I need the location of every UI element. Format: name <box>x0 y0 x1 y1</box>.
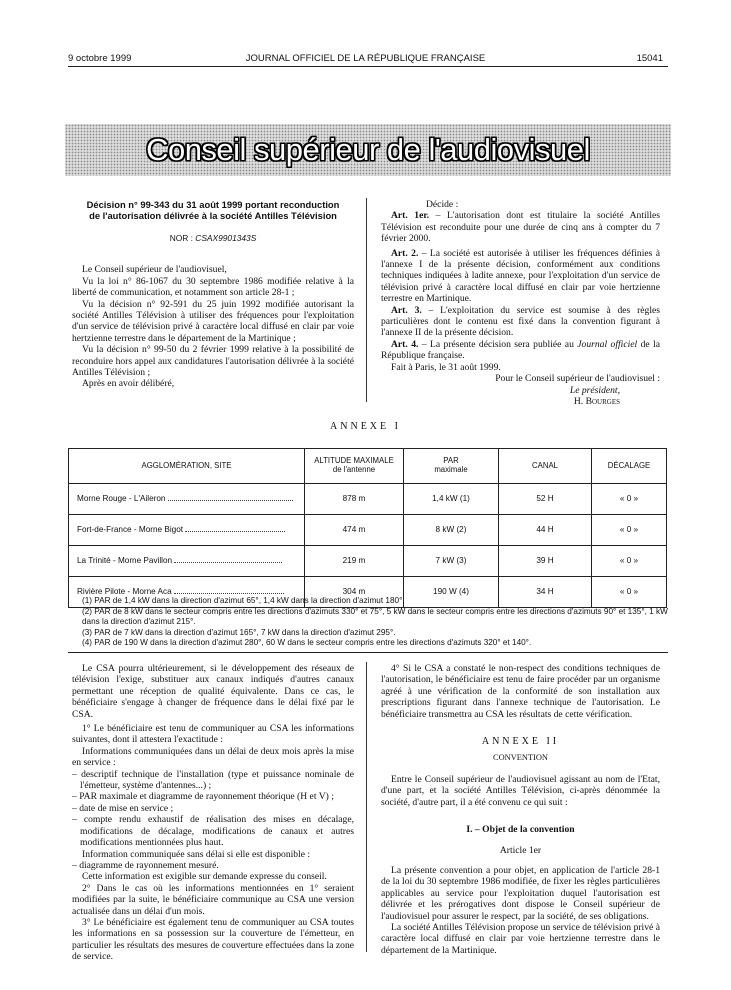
body-paragraph: 1° Le bénéficiaire est tenu de communiquer au CSA les informations suivantes, dont il attestera l'exactitude : <box>72 723 354 746</box>
par-cell: 190 W (4) <box>404 577 499 608</box>
article-paragraph <box>381 210 660 244</box>
body-paragraph: 3° Le bénéficiaire est également tenu de communiquer au CSA toutes les informations en sa possession sur la couverture de l'émetteur, en particulier les résultats des mesures de couverture effectuées dans la zone de service. <box>72 916 354 963</box>
info-list <box>72 860 354 871</box>
preamble-paragraph: Le Conseil supérieur de l'audiovisuel, <box>82 264 227 276</box>
table-row <box>69 515 667 546</box>
body-paragraph: Entre le Conseil supérieur de l'audiovisuel agissant au nom de l'Etat, d'une part, et la société Antilles Télévision, ci-après dénommée la société, d'autre part, il a été convenu ce qui suit : <box>381 773 660 808</box>
article-label: Art. 4. <box>391 338 419 350</box>
footnote: (4) PAR de 190 W dans la direction d'azimut 280°, 60 W dans le secteur compris entre les directions d'azimuts 320° et 140°. <box>82 638 532 648</box>
leader-dots <box>168 500 293 501</box>
decision-left-column <box>72 199 354 390</box>
col-header-altitude: ALTITUDE MAXIMALE de l'antenne <box>305 449 404 484</box>
body-paragraph: Information communiquée sans délai si elle est disponible : <box>82 848 311 860</box>
preamble-paragraph: Vu la décision n° 99-50 du 2 février 1999 relative à la possibilité de reconduire hors appel aux candidatures l'autorisation délivrée à la société Antilles Télévision ; <box>72 344 354 379</box>
body-paragraph: Le CSA pourra ultérieurement, si le développement des réseaux de télévision l'exige, substituer aux canaux indiqués d'autres canaux permettant une réception de qualité équivalente. Dans ce cas, le bénéficiaire s'engage à changer de fréquence dans le délai fixé par le CSA. <box>72 663 354 720</box>
for-csa-line: Pour le Conseil supérieur de l'audiovisuel : <box>495 373 660 385</box>
article-text: – L'autorisation dont est titulaire la société Antilles Télévision est reconduite pour une durée de cinq ans à compter du 7 février 2000. <box>381 210 660 245</box>
col-header-canal: CANAL <box>499 449 592 484</box>
article-paragraph <box>381 248 660 305</box>
article-label: Art. 2. <box>391 247 419 259</box>
list-item: – descriptif technique de l'installation (type et puissance nominale de l'émetteur, système d'antennes...) ; <box>72 768 354 792</box>
body-paragraph: 2° Dans le cas où les informations mentionnées en 1° seraient modifiées par la suite, le bénéficiaire communique au CSA une version actualisée dans un délai d'un mois. <box>72 882 354 917</box>
banner-title: Conseil supérieur de l'audiovisuel <box>146 132 590 167</box>
body-paragraph: Informations communiquées dans un délai de deux mois après la mise en service : <box>72 745 354 769</box>
preamble-paragraph: Vu la loi n° 86-1067 du 30 septembre 1986 modifiée relative à la liberté de communication, et notamment son article 28-1 ; <box>72 275 354 299</box>
header-journal-title: JOURNAL OFFICIEL DE LA RÉPUBLIQUE FRANÇAISE <box>245 53 486 64</box>
decalage-cell: « 0 » <box>592 484 667 515</box>
decalage-cell: « 0 » <box>592 546 667 577</box>
list-item: – diagramme de rayonnement mesuré. <box>72 859 219 871</box>
lower-right-column <box>381 663 660 956</box>
annex1-footnotes <box>82 596 672 649</box>
president-title: Le président, <box>569 384 620 396</box>
section-heading: I. – Objet de la convention <box>466 824 575 836</box>
convention-heading: CONVENTION <box>493 753 548 763</box>
altitude-cell: 878 m <box>305 484 404 515</box>
article-text: – L'exploitation du service est soumise à des règles particulières dont le contenu est fixé dans la convention figurant à l'annexe II de la présente décision. <box>381 304 660 339</box>
list-item: – date de mise en service ; <box>72 802 174 814</box>
header-rule <box>68 66 668 67</box>
nor-code: CSAX9901343S <box>195 233 257 243</box>
article-text: – La société est autorisée à utiliser les fréquences définies à l'annexe I de la présente décision, conformément aux conditions techniques indiquées à ladite annexe, pour l'exploitation d'un service de télévision privé à caractère local diffusé en clair par voie hertzienne terrestre en Martinique. <box>381 247 661 305</box>
site-name: Rivière Pilote - Morne Aca <box>77 587 172 597</box>
header-page-number: 15041 <box>636 53 663 64</box>
nor-label: NOR : <box>169 233 193 243</box>
leader-dots <box>185 531 285 532</box>
preamble-paragraph: Après en avoir délibéré, <box>82 378 175 390</box>
lower-left-column <box>72 663 354 963</box>
decision-title-line1: Décision n° 99-343 du 31 août 1999 portant reconduction <box>86 199 340 210</box>
altitude-cell: 219 m <box>305 546 404 577</box>
header-date: 9 octobre 1999 <box>68 53 132 64</box>
article-label: Art. 3. <box>391 304 422 316</box>
col-header-decalage: DÉCALAGE <box>592 449 667 484</box>
preamble-paragraph: Vu la décision n° 92-591 du 25 juin 1992 modifiée autorisant la société Antilles Télévision à utiliser des fréquences pour l'exploitation d'un service de télévision privé à caractère local diffusé en clair par voie hertzienne terrestre dans le département de la Martinique ; <box>72 298 354 344</box>
canal-cell: 52 H <box>499 484 592 515</box>
decalage-cell: « 0 » <box>592 577 667 608</box>
body-paragraph: La présente convention a pour objet, en application de l'article 28-1 de la loi du 30 septembre 1986 modifiée, de fixer les règles particulières applicables au service pour l'exploitation duquel l'autorisation est délivrée et les prérogatives dont dispose le Conseil supérieur de l'audiovisuel pour assurer le respect, par la société, de ses obligations. <box>381 864 660 922</box>
col-header-site: AGGLOMÉRATION, SITE <box>69 449 305 484</box>
journal-officiel-ref: Journal officiel <box>577 338 638 350</box>
col-header-par: PAR maximale <box>404 449 499 484</box>
par-cell: 7 kW (3) <box>404 546 499 577</box>
canal-cell: 34 H <box>499 577 592 608</box>
done-at-paris: Fait à Paris, le 31 août 1999. <box>391 361 501 373</box>
signatory-name: H. Bourges <box>573 395 620 407</box>
par-cell: 8 kW (2) <box>404 515 499 546</box>
article-paragraph: Art. 4. – La présente décision sera publiée au Journal officiel de la République française. <box>381 338 660 362</box>
table-header-row <box>69 449 667 484</box>
table-row <box>69 546 667 577</box>
canal-cell: 44 H <box>499 515 592 546</box>
footnote: (1) PAR de 1,4 kW dans la direction d'azimut 65°, 1,4 kW dans la direction d'azimut 180°. <box>82 596 405 605</box>
site-name: La Trinité - Morne Pavillon <box>77 556 173 566</box>
altitude-cell: 474 m <box>305 515 404 546</box>
article-label: Art. 1er. <box>391 210 430 222</box>
section-rule <box>68 652 668 653</box>
footnote: (2) PAR de 8 kW dans le secteur compris entre les directions d'azimuts 330° et 75°, 5 kW dans le secteur compris entre les directions d'azimuts 90° et 135°, 1 kW dans la direction d'azimut 215°. <box>82 606 668 627</box>
section-banner <box>65 124 671 176</box>
annex2-title: ANNEXE II <box>481 736 560 748</box>
body-paragraph: La société Antilles Télévision propose un service de télévision privé à caractère local diffusé en clair par voie hertzienne terrestre dans le département de la Martinique. <box>381 921 660 956</box>
site-name: Fort-de-France - Morne Bigot <box>77 525 184 535</box>
article-paragraph <box>381 305 660 339</box>
column-divider-top <box>366 198 367 402</box>
site-name: Morne Rouge - L'Aileron <box>77 494 166 504</box>
footnote: (3) PAR de 7 kW dans la direction d'azimut 165°, 7 kW dans la direction d'azimut 295°. <box>82 627 396 637</box>
par-cell: 1,4 kW (1) <box>404 484 499 515</box>
leader-dots <box>174 562 282 563</box>
decalage-cell: « 0 » <box>592 515 667 546</box>
column-divider-bottom <box>366 662 367 952</box>
canal-cell: 39 H <box>499 546 592 577</box>
annex1-title: ANNEXE I <box>330 421 401 432</box>
article-heading: Article 1er <box>499 845 542 857</box>
decision-right-column <box>381 199 660 407</box>
altitude-cell: 304 m <box>305 577 404 608</box>
table-row <box>69 484 667 515</box>
body-paragraph: Cette information est exigible sur demande expresse du conseil. <box>82 871 327 883</box>
annex1-table <box>68 448 667 608</box>
list-item: – PAR maximale et diagramme de rayonnement théorique (H et V) ; <box>72 791 334 803</box>
leader-dots <box>174 593 284 594</box>
list-item: – compte rendu exhaustif de réalisation des mises en décalage, modifications de décalage, modifications de canaux et autres modifications mentionnées plus haut. <box>72 814 354 849</box>
info-list <box>72 769 354 849</box>
decision-title-line2: de l'autorisation délivrée à la société Antilles Télévision <box>89 210 337 221</box>
nor-reference <box>72 233 354 244</box>
body-paragraph: 4° Si le CSA a constaté le non-respect des conditions techniques de l'autorisation, le bénéficiaire est tenu de faire procéder par un organisme agréé à une vérification de la conformité de son installation aux prescriptions figurant dans l'annexe technique de l'autorisation. Le bénéficiaire transmettra au CSA les résultats de cette vérification. <box>381 663 660 720</box>
decide-heading: Décide : <box>426 199 459 210</box>
